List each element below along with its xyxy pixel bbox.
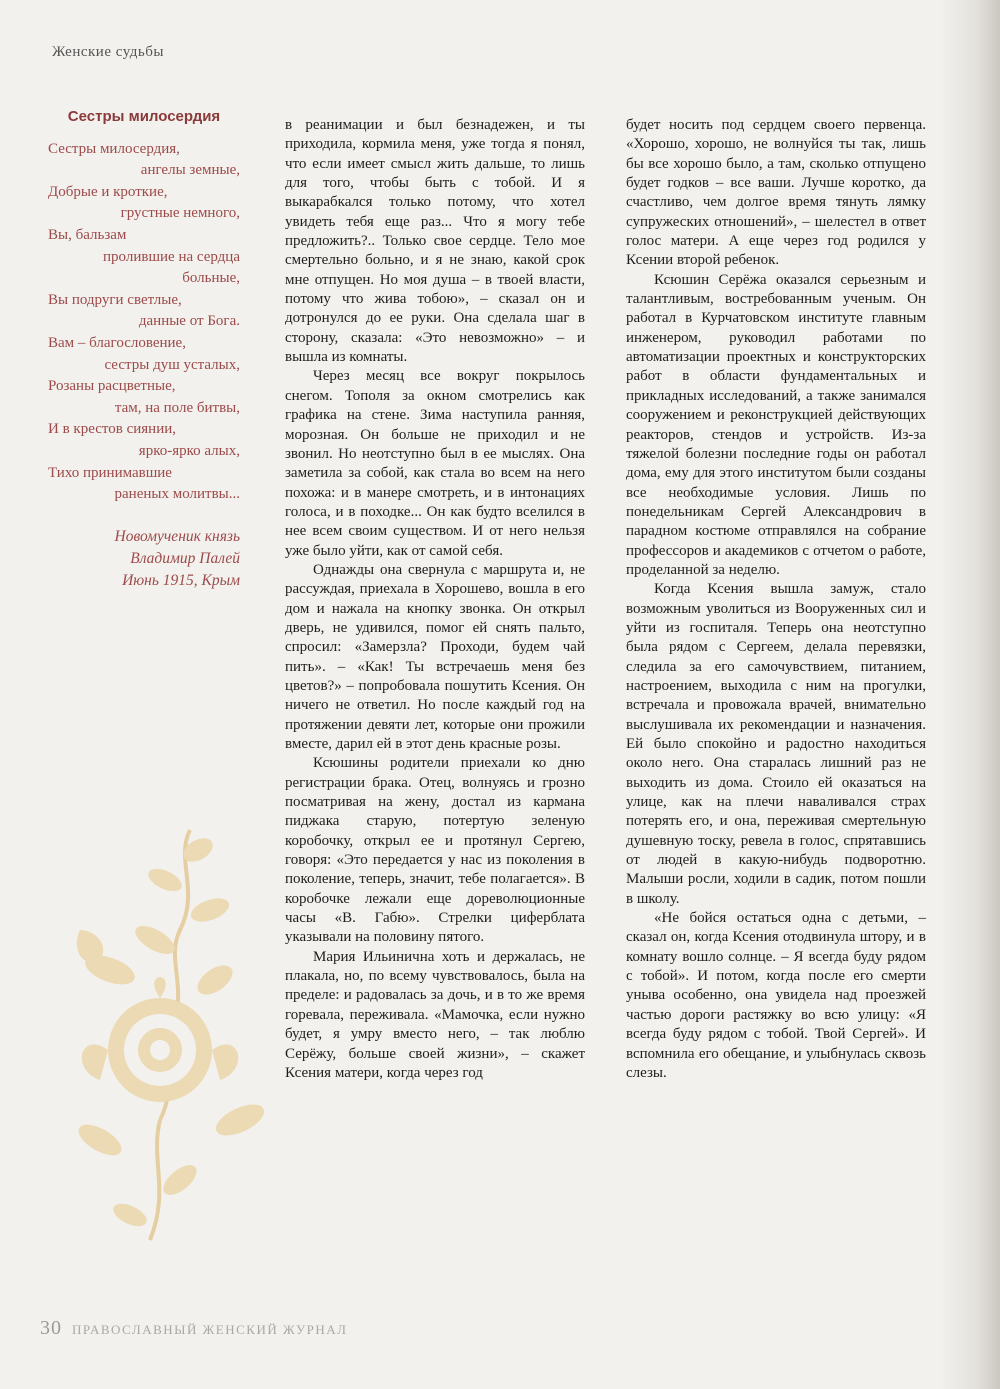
poem-line: пролившие на сердца bbox=[103, 248, 240, 265]
article-column-1 bbox=[285, 116, 585, 1083]
poem-line: Розаны расцветные, bbox=[48, 378, 176, 395]
poem-line: раненых молитвы... bbox=[114, 486, 240, 503]
poem-signature-line: Июнь 1915, Крым bbox=[122, 571, 240, 589]
poem-line: И в крестов сиянии, bbox=[48, 421, 176, 438]
article-paragraph: «Не бойся остаться одна с детьми, – сказал он, когда Ксения отодвинула штору, и в комнату вошло солнце. – Я всегда буду рядом с тобой». И потом, когда после его смерти уныва особенно, она увидела над проезжей частью дороги растяжку во всю улицу: «Я всегда буду рядом с тобой. Твой Сергей». И вспомнила его обещание, и улыбнулась сквозь слезы. bbox=[626, 910, 926, 1081]
poem-line: Сестры милосердия, bbox=[48, 140, 180, 157]
poem-line: ярко-ярко алых, bbox=[138, 442, 240, 459]
article-paragraph: Ксюшины родители приехали ко дню регистрации брака. Отец, волнуясь и грозно посматривая на жену, достал из кармана пиджака старую, потертую зеленую коробочку, открыл ее и протянул Сергею, говоря: «Это передается у нас из поколения в поколение, теперь, значит, тебе полагается». В коробочке лежали еще дореволюционные часы «В. Габю». Стрелки циферблата указывали на половину пятого. bbox=[285, 755, 585, 946]
poem-line: Вы, бальзам bbox=[48, 226, 127, 243]
poem-line: Тихо принимавшие bbox=[48, 464, 172, 481]
page-footer bbox=[40, 1317, 347, 1340]
poem-signature bbox=[48, 526, 240, 592]
poem-line: там, на поле битвы, bbox=[114, 399, 240, 416]
article-paragraph: будет носить под сердцем своего первенца. «Хорошо, хорошо, не волнуйся ты так, лишь бы все хорошо было, а там, сколько отпущено будет годков – все ваши. Лучше коротко, да счастливо, чем долгое время тянуть лямку супружеских отношений», – шелестел в ответ голос матери. А еще через год родился у Ксении второй ребенок. bbox=[626, 117, 926, 269]
poem-title: Сестры милосердия bbox=[67, 108, 221, 125]
article-paragraph: Мария Ильинична хоть и держалась, не плакала, но, по всему чувствовалось, была на пределе: и радовалась за дочь, и в то же время горевала, переживала. «Мамочка, если нужно будет, я умру вместо него, – так люблю Серёжу, больше своей жизни», – скажет Ксения матери, когда через год bbox=[285, 948, 585, 1081]
article-paragraph: в реанимации и был безнадежен, и ты приходила, кормила меня, уже тогда я понял, что если имеет смысл жить дальше, то лишь для того, чтобы быть с тобой. И я выкарабкался только потому, что хотел увидеть тебя еще раз... Что я могу тебе предложить?.. Только свое сердце. Тело мое смертельно больно, и я не знаю, какой срок мне отпущен. Но моя душа – в твоей власти, потому что жива тобою», – сказал он и дотронулся до ее руки. Она сделала шаг в сторону, сказала: «Это невозможно» – и вышла из комнаты. bbox=[285, 117, 585, 366]
poem-line: Вам – благословение, bbox=[48, 334, 186, 351]
poem-line: Вы подруги светлые, bbox=[48, 291, 182, 308]
poem-line: данные от Бога. bbox=[138, 313, 240, 330]
poem-signature-line: Владимир Палей bbox=[130, 549, 240, 567]
poem-sidebar bbox=[48, 106, 240, 592]
article-column-2 bbox=[626, 116, 926, 1083]
page-gutter-shadow bbox=[940, 0, 1000, 1389]
journal-name: ПРАВОСЛАВНЫЙ ЖЕНСКИЙ ЖУРНАЛ bbox=[72, 1322, 348, 1337]
floral-ornament-icon bbox=[40, 820, 290, 1250]
poem-line: сестры душ усталых, bbox=[104, 356, 240, 373]
poem-line: ангелы земные, bbox=[140, 162, 240, 179]
poem-line: грустные немного, bbox=[120, 205, 240, 222]
article-paragraph: Через месяц все вокруг покрылось снегом. Тополя за окном смотрелись как графика на стене. Зима наступила ранняя, морозная. Он больше не приходил и не звонил. Но неотступно был в ее мыслях. Она заметила за собой, как стала во всем на него похожа: и в манере смотреть, и в интонациях голоса, и в походке... Он как будто вселился в нее всем своим существом. И от него нельзя уже было уйти, как от самой себя. bbox=[285, 368, 585, 559]
page-number: 30 bbox=[40, 1317, 62, 1339]
article-paragraph: Ксюшин Серёжа оказался серьезным и талантливым, востребованным ученым. Он работал в Курчатовском институте главным инженером, руководил работами по автоматизации проектных и конструкторских работ в области фундаментальных и прикладных исследований, а также занимался сооружением и реконструкцией действующих реакторов, стендов и устройств. Из-за тяжелой болезни последние годы он работал дома, ему для этого институтом были созданы все необходимые условия. Лишь по понедельникам Сергей Александрович в парадном костюме отправлялся на собрание профессоров и академиков с отчетом о работе, проделанной за неделю. bbox=[626, 271, 926, 578]
poem-signature-line: Новомученик князь bbox=[114, 527, 240, 545]
poem-line: больные, bbox=[182, 270, 240, 287]
article-paragraph: Однажды она свернула с маршрута и, не рассуждая, приехала в Хорошево, вошла в его дом и нажала на кнопку звонка. Он открыл дверь, не удивился, помог ей снять пальто, спросил: «Замерзла? Проходи, будем чай пить». – «Как! Ты встречаешь меня без цветов?» – попробовала пошутить Ксения. Он ничего не ответил. Но после каждый год на протяжении девяти лет, которые они прожили вместе, дарил ей в этот день красные розы. bbox=[285, 561, 585, 752]
poem-line: Добрые и кроткие, bbox=[48, 183, 168, 200]
article-paragraph: Когда Ксения вышла замуж, стало возможным уволиться из Вооруженных сил и уйти из госпиталя. Теперь она неотступно была рядом с Сергеем, делала перевязки, следила за его самочувствием, питанием, настроением, выходила с ним на прогулки, встречала и провожала врачей, внимательно выслушивала их рекомендации и назначения. Ей было спокойно и радостно находиться около него. Она старалась лишний раз не выходить из дома. Стоило ей оказаться на улице, как на плечи наваливался страх потерять его, и она, переживая смертельную душевную тоску, ревела в голос, спрятавшись от людей в какую-нибудь подворотню. Малыши росли, ходили в садик, потом пошли в школу. bbox=[626, 581, 926, 907]
poem-lines bbox=[48, 139, 240, 506]
section-label: Женские судьбы bbox=[52, 44, 164, 60]
